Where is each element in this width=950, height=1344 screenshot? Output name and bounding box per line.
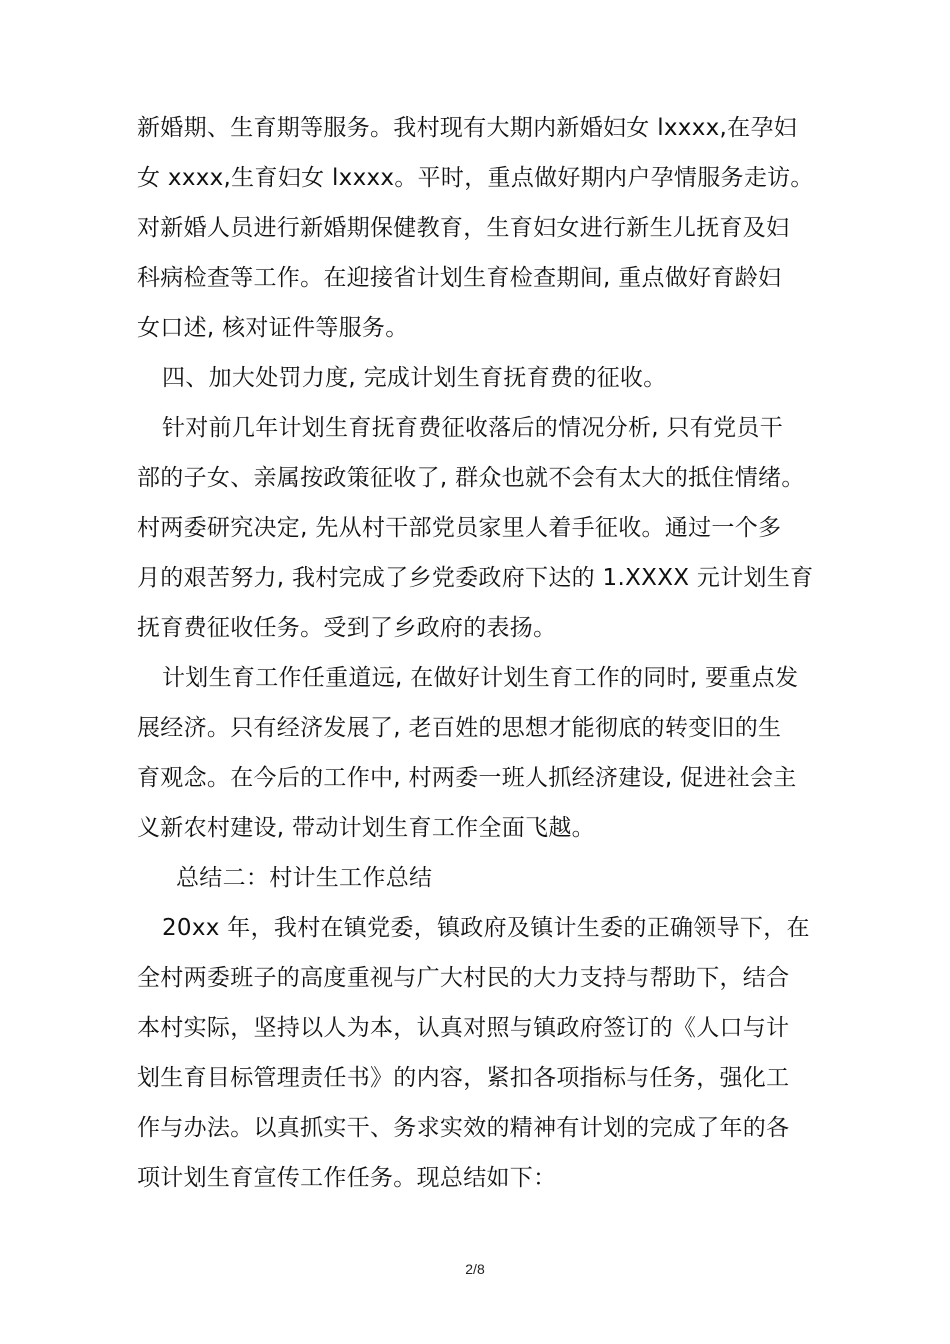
body-text-line: 村两委研究决定, 先从村干部党员家里人着手征收。通过一个多 (137, 515, 782, 541)
body-text-line: 育观念。在今后的工作中, 村两委一班人抓经济建设, 促进社会主 (137, 765, 797, 791)
body-text-line: 义新农村建设, 带动计划生育工作全面飞越。 (137, 815, 595, 841)
section-heading: 四、加大处罚力度, 完成计划生育抚育费的征收。 (162, 365, 667, 391)
body-text-line: 女 xxxx,生育妇女 lxxxx。平时，重点做好期内户孕情服务走访。 (137, 165, 814, 191)
body-text-line: 科病检查等工作。在迎接省计划生育检查期间, 重点做好育龄妇 (137, 265, 782, 291)
body-text-line: 女口述, 核对证件等服务。 (137, 315, 409, 341)
page-number: 2/8 (465, 1261, 485, 1277)
body-text-line: 划生育目标管理责任书》的内容，紧扣各项指标与任务，强化工 (137, 1065, 790, 1091)
paragraph-start-line: 20xx 年，我村在镇党委，镇政府及镇计生委的正确领导下，在 (162, 915, 810, 941)
body-text-line: 部的子女、亲属按政策征收了, 群众也就不会有太大的抵住情绪。 (137, 465, 805, 491)
body-text-line: 新婚期、生育期等服务。我村现有大期内新婚妇女 lxxxx,在孕妇 (137, 115, 798, 141)
paragraph-start-line: 针对前几年计划生育抚育费征收落后的情况分析, 只有党员干 (162, 415, 784, 441)
body-text-line: 月的艰苦努力, 我村完成了乡党委政府下达的 1.XXXX 元计划生育 (137, 565, 814, 591)
body-text-line: 作与办法。以真抓实干、务求实效的精神有计划的完成了年的各 (137, 1115, 790, 1141)
body-text-line: 项计划生育宣传工作任务。现总结如下： (137, 1165, 557, 1191)
body-text-line: 全村两委班子的高度重视与广大村民的大力支持与帮助下，结合 (137, 965, 790, 991)
body-text-line: 抚育费征收任务。受到了乡政府的表扬。 (137, 615, 557, 641)
summary-two-heading: 总结二：村计生工作总结 (176, 865, 433, 891)
body-text-line: 展经济。只有经济发展了, 老百姓的思想才能彻底的转变旧的生 (137, 715, 782, 741)
body-text-line: 本村实际，坚持以人为本，认真对照与镇政府签订的《人口与计 (137, 1015, 790, 1041)
body-text-line: 对新婚人员进行新婚期保健教育，生育妇女进行新生儿抚育及妇 (137, 215, 790, 241)
paragraph-start-line: 计划生育工作任重道远, 在做好计划生育工作的同时, 要重点发 (162, 665, 799, 691)
